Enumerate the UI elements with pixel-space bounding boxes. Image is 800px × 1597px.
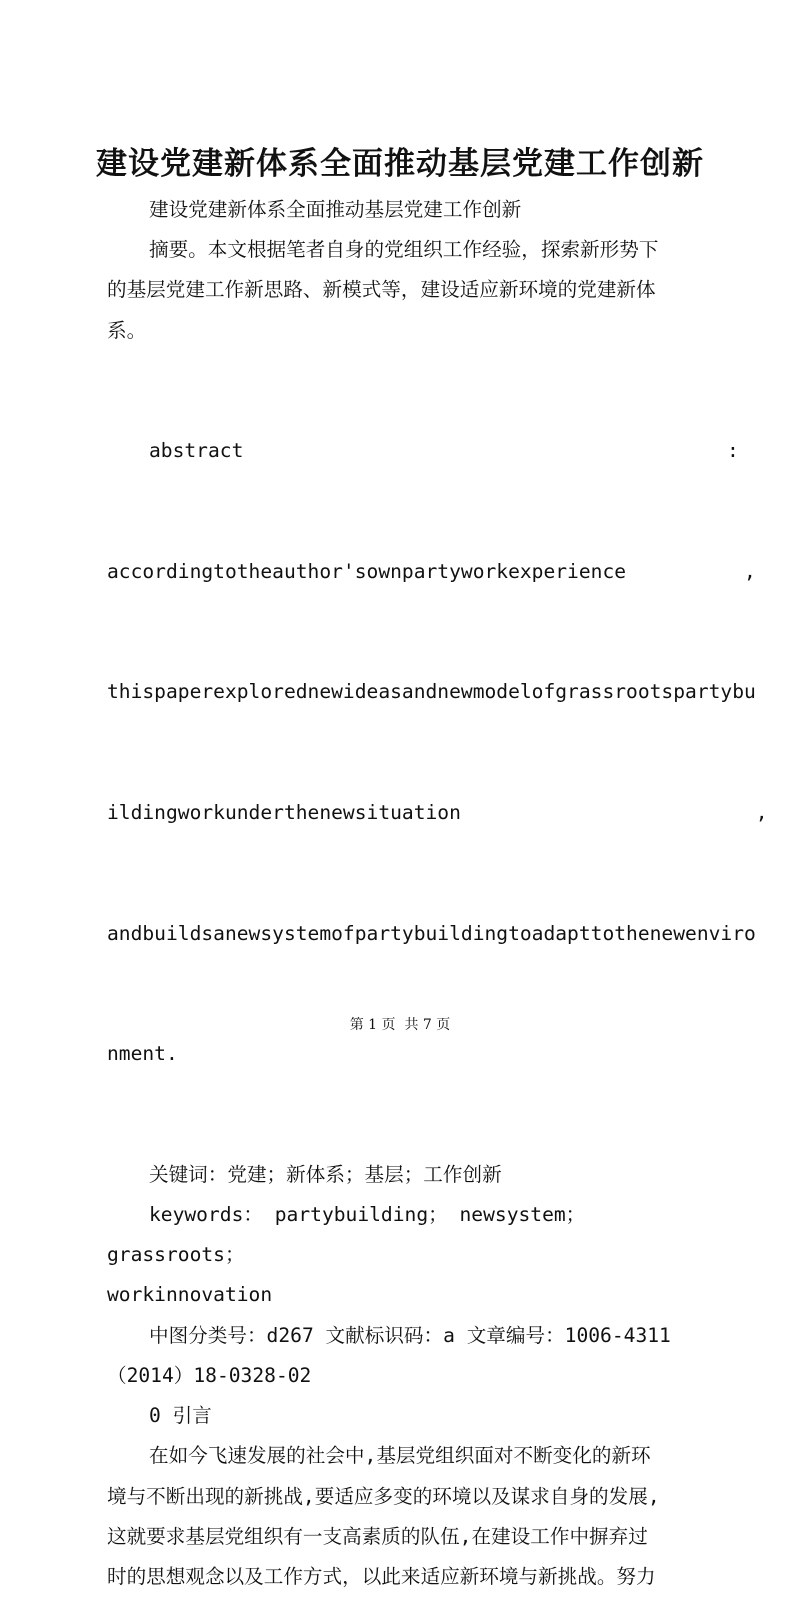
body-line: 在如今飞速发展的社会中,基层党组织面对不断变化的新环	[149, 1444, 651, 1468]
abstract-cn-line: 系。	[107, 318, 147, 342]
abstract-en-line: ildingworkunderthenewsituation ,	[107, 801, 768, 825]
section-heading: 0 引言	[149, 1404, 212, 1428]
body-line: 境与不断出现的新挑战,要适应多变的环境以及谋求自身的发展,	[107, 1484, 660, 1508]
abstract-cn	[107, 230, 697, 351]
abstract-cn-line: 的基层党建工作新思路、新模式等，建设适应新环境的党建新体	[107, 278, 656, 302]
keywords-en-line: keywords： partybuilding； newsystem； grassroots；	[107, 1203, 586, 1267]
abstract-en-line: accordingtotheauthor'sownpartyworkexperience ,	[107, 559, 756, 583]
body-paragraph	[107, 1436, 697, 1597]
abstract-en-line: thispaperexplorednewideasandnewmodelofgrassrootspartybu	[107, 680, 756, 704]
subtitle: 建设党建新体系全面推动基层党建工作创新	[149, 198, 522, 221]
keywords-cn: 关键词：党建；新体系；基层；工作创新	[149, 1162, 502, 1186]
page-number-label: 第 1 页 共 7 页	[349, 1017, 451, 1033]
page-footer	[0, 1014, 800, 1034]
abstract-en-line: andbuildsanewsystemofpartybuildingtoadapttothenewenviro	[107, 921, 756, 945]
abstract-en	[107, 351, 768, 1155]
classification-line: 中图分类号：d267 文献标识码：a 文章编号：1006-4311	[149, 1323, 671, 1347]
abstract-cn-line: 摘要。本文根据笔者自身的党组织工作经验，探索新形势下	[149, 238, 659, 262]
keywords-en-line: workinnovation	[107, 1283, 273, 1307]
body-line: 这就要求基层党组织有一支高素质的队伍,在建设工作中摒弃过	[107, 1524, 648, 1548]
classification-line: （2014）18-0328-02	[107, 1363, 312, 1387]
document-title: 建设党建新体系全面推动基层党建工作创新	[96, 146, 704, 182]
abstract-en-line: nment.	[107, 1042, 178, 1066]
keywords-en	[107, 1195, 697, 1316]
abstract-en-line: abstract :	[149, 439, 739, 463]
body-line: 时的思想观念以及工作方式，以此来适应新环境与新挑战。努力	[107, 1564, 656, 1588]
document-body	[107, 190, 768, 1597]
classification	[107, 1316, 697, 1396]
